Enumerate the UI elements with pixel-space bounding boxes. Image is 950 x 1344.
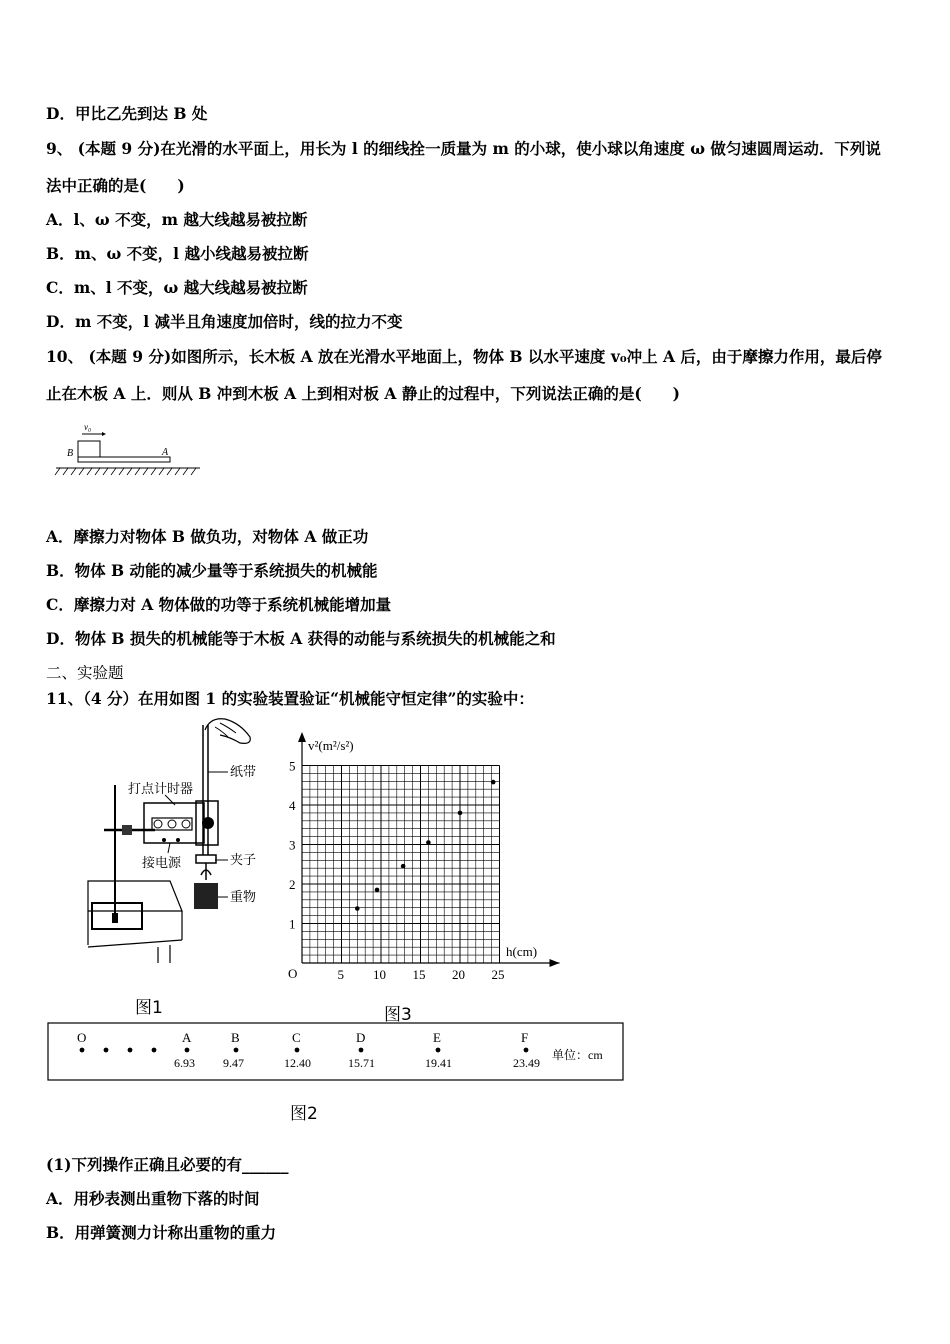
q9-option-c: C．m、l 不变，ω 越大线越易被拉断 (46, 278, 308, 297)
x-tick-label: 20 (452, 967, 465, 982)
tape-point-label: O (77, 1030, 87, 1045)
fig2-tape (46, 1022, 626, 1132)
y-tick-label: 3 (289, 837, 296, 853)
q10-block-b (78, 441, 100, 457)
q10-option-d: D．物体 B 损失的机械能等于木板 A 获得的动能与系统损失的机械能之和 (46, 629, 556, 648)
fig3-chart (280, 728, 580, 1028)
data-point (458, 811, 463, 816)
fig1-apparatus (60, 715, 300, 1020)
q10-stem-line1: 10、 (本题 9 分)如图所示，长木板 A 放在光滑水平地面上，物体 B 以水平速度 v₀冲上 A 后，由于摩擦力作用，最后停 (46, 347, 882, 366)
q9-option-b: B．m、ω 不变，l 越小线越易被拉断 (46, 244, 309, 263)
q10-label-a: A (162, 447, 169, 458)
tape-dot (152, 1048, 157, 1053)
tape-point-label: B (231, 1030, 240, 1045)
q8-option-d: D．甲比乙先到达 B 处 (46, 104, 208, 123)
tape-point-label: D (356, 1030, 366, 1045)
fig1-label-power: 接电源 (142, 855, 182, 870)
tape-dot (359, 1048, 364, 1053)
q10-board-a (78, 457, 170, 462)
fig3-x-axis-label: h(cm) (506, 944, 538, 959)
fig1-table-top (88, 881, 182, 911)
fig3-y-axis-label: v²(m²/s²) (308, 738, 354, 753)
tape-point-label: C (292, 1030, 301, 1045)
fig1-label-timer: 打点计时器 (128, 781, 194, 796)
fig2-tape-border (48, 1023, 623, 1080)
q10-stem-line2: 止在木板 A 上．则从 B 冲到木板 A 上到相对板 A 静止的过程中，下列说法正确的是( ) (46, 384, 681, 403)
tape-point-value: 9.47 (223, 1056, 244, 1070)
fig3-caption: 图3 (384, 1005, 412, 1025)
q10-option-b: B．物体 B 动能的减少量等于系统损失的机械能 (46, 561, 378, 580)
fig1-label-clip: 夹子 (230, 852, 257, 867)
tape-point-value: 19.41 (425, 1056, 452, 1070)
tape-dot (234, 1048, 239, 1053)
q10-ground-hatching (55, 468, 196, 475)
tape-point-value: 12.40 (284, 1056, 311, 1070)
fig2-points (77, 1030, 540, 1070)
tape-point-label: F (521, 1030, 529, 1045)
x-tick-label: 25 (491, 967, 505, 982)
q9-option-a: A．l、ω 不变，m 越大线越易被拉断 (46, 210, 308, 229)
x-tick-label: 15 (412, 967, 426, 982)
data-point (375, 888, 380, 893)
q10-figure (50, 418, 210, 478)
tape-point-label: E (433, 1030, 441, 1045)
y-axis-arrowhead-icon (298, 732, 306, 742)
fig1-clip (196, 855, 216, 863)
q11-option-a: A．用秒表测出重物下落的时间 (46, 1189, 260, 1208)
y-tick-label: 4 (289, 798, 296, 813)
q10-label-b: B (67, 448, 74, 459)
q10-v0-label: v₀ (84, 422, 92, 432)
data-point (355, 906, 360, 911)
fig1-weight (194, 883, 218, 909)
tape-dot (128, 1048, 133, 1053)
y-tick-label: 2 (289, 877, 296, 892)
fig3-axes (298, 732, 560, 967)
fig3-points (355, 780, 495, 911)
fig1-timer-box (144, 803, 204, 843)
x-tick-label: 5 (337, 967, 344, 982)
q10-option-c: C．摩擦力对 A 物体做的功等于系统机械能增加量 (46, 595, 392, 614)
fig1-label-tape: 纸带 (230, 764, 257, 779)
x-tick-label: 10 (373, 967, 386, 982)
tape-point-value: 15.71 (348, 1056, 375, 1070)
data-point (491, 780, 496, 785)
tape-dot (185, 1048, 190, 1053)
tape-point-label: A (182, 1030, 192, 1045)
tape-point-value: 6.93 (174, 1056, 195, 1070)
fig2-unit: 单位：cm (552, 1048, 603, 1062)
tape-dot (436, 1048, 441, 1053)
x-axis-arrowhead-icon (550, 959, 560, 967)
data-point (426, 840, 431, 845)
data-point (401, 864, 406, 869)
y-tick-label: 1 (289, 916, 296, 932)
fig3-origin-label: O (288, 966, 298, 981)
fig1-hand-icon (205, 719, 250, 744)
fig3-grid (302, 766, 500, 964)
tape-dot (295, 1048, 300, 1053)
q9-stem-line1: 9、 (本题 9 分)在光滑的水平面上，用长为 l 的细线拴一质量为 m 的小球，使小球以角速度 ω 做匀速圆周运动．下列说 (46, 139, 881, 158)
tape-dot (80, 1048, 85, 1053)
q9-stem-line2: 法中正确的是( ) (46, 176, 185, 195)
fig1-label-weight: 重物 (230, 889, 257, 904)
section-title: 二、实验题 (46, 664, 124, 682)
y-tick-label: 5 (289, 758, 296, 774)
q11-part1: (1)下列操作正确且必要的有______ (46, 1155, 289, 1174)
fig1-caption: 图1 (135, 998, 163, 1018)
tape-dot (104, 1048, 109, 1053)
fig2-caption: 图2 (290, 1104, 318, 1124)
q9-option-d: D．m 不变，l 减半且角速度加倍时，线的拉力不变 (46, 312, 403, 331)
tape-point-value: 23.49 (513, 1056, 540, 1070)
tape-dot (524, 1048, 529, 1053)
q11-option-b: B．用弹簧测力计称出重物的重力 (46, 1223, 277, 1242)
q11-stem: 11、（4 分）在用如图 1 的实验装置验证“机械能守恒定律”的实验中： (46, 689, 534, 708)
q10-arrowhead-icon (102, 432, 106, 436)
q10-option-a: A．摩擦力对物体 B 做负功，对物体 A 做正功 (46, 527, 369, 546)
